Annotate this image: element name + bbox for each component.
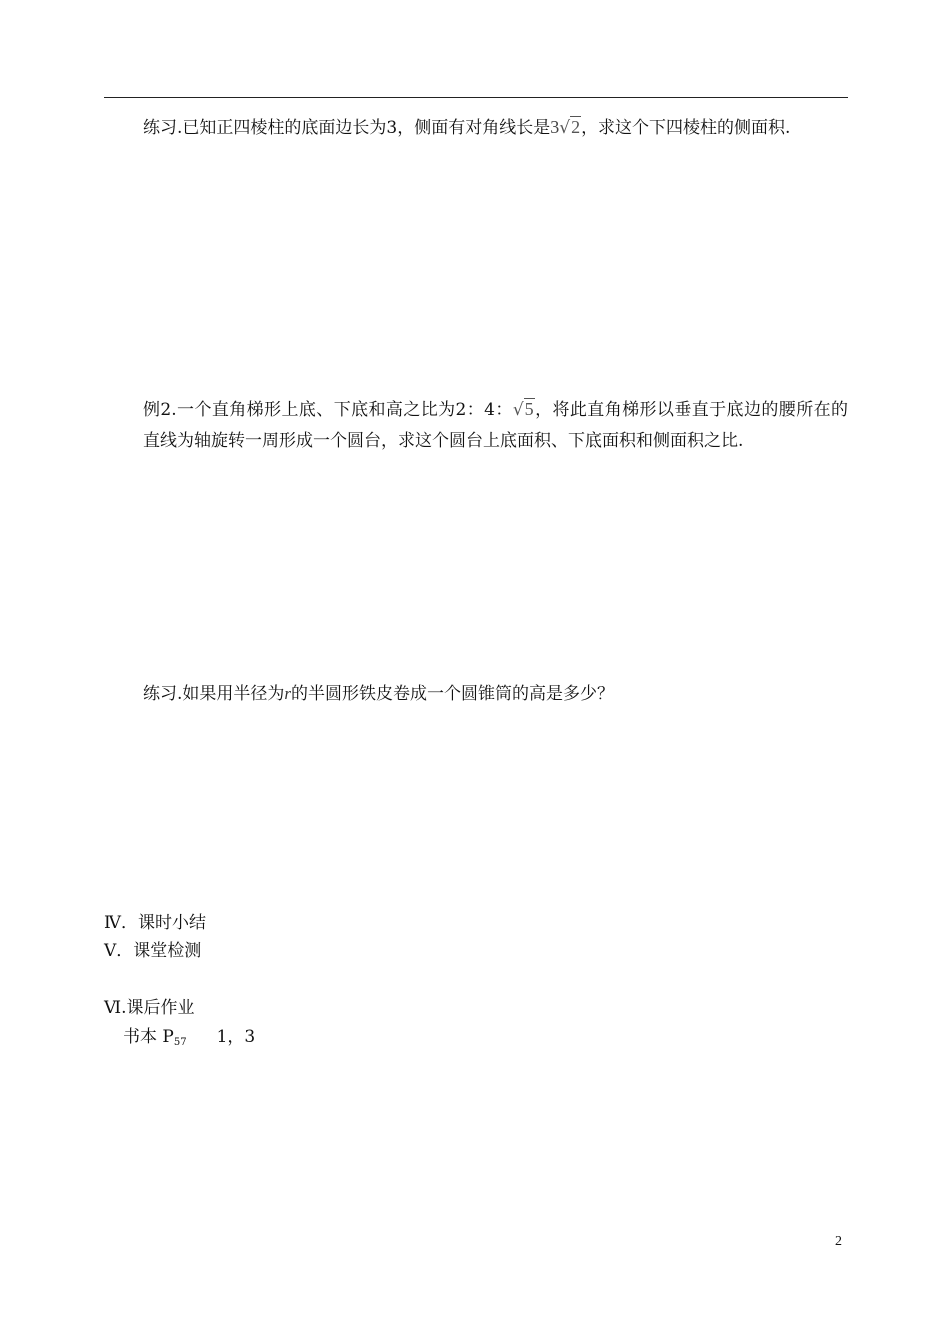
exercise-1-formula	[550, 112, 581, 144]
sqrt-sign: √	[512, 400, 524, 420]
exercise-2	[143, 678, 848, 710]
exercise-1	[143, 112, 848, 144]
example-2	[143, 394, 848, 457]
example-2-formula	[513, 394, 535, 426]
section-homework: Ⅵ.课后作业	[104, 998, 195, 1018]
section-check: Ⅴ．课堂检测	[104, 941, 202, 961]
homework-assignment	[123, 1026, 255, 1054]
formula-coefficient: 3	[550, 117, 560, 137]
header-rule	[104, 97, 848, 98]
page-number: 2	[835, 1234, 842, 1249]
sqrt-sign: √	[559, 118, 571, 138]
example-2-text-end: ，将此直角梯形以垂直于底边的腰所在的直线为轴旋转一周形成一个圆台，求这个圆台上底面积、下底面积和侧面积之比.	[143, 400, 849, 451]
formula-radicand: 5	[524, 399, 534, 419]
example-2-text: 例2.一个直角梯形上底、下底和高之比为2：4：	[143, 400, 513, 420]
exercise-1-text: 练习.已知正四棱柱的底面边长为3，侧面有对角线长是	[143, 118, 551, 138]
exercise-2-text-end: 的半圆形铁皮卷成一个圆锥筒的高是多少？	[291, 684, 615, 704]
exercise-2-text: 练习.如果用半径为	[143, 684, 285, 704]
exercise-1-text-end: ，求这个下四棱柱的侧面积.	[581, 118, 791, 138]
section-summary: Ⅳ．课时小结	[104, 913, 206, 933]
homework-page: 57	[173, 1037, 187, 1048]
homework-book: 书本 P	[123, 1027, 174, 1047]
radius-variable: r	[284, 684, 292, 703]
homework-problems: 1，3	[216, 1027, 256, 1047]
formula-radicand: 2	[571, 117, 581, 137]
